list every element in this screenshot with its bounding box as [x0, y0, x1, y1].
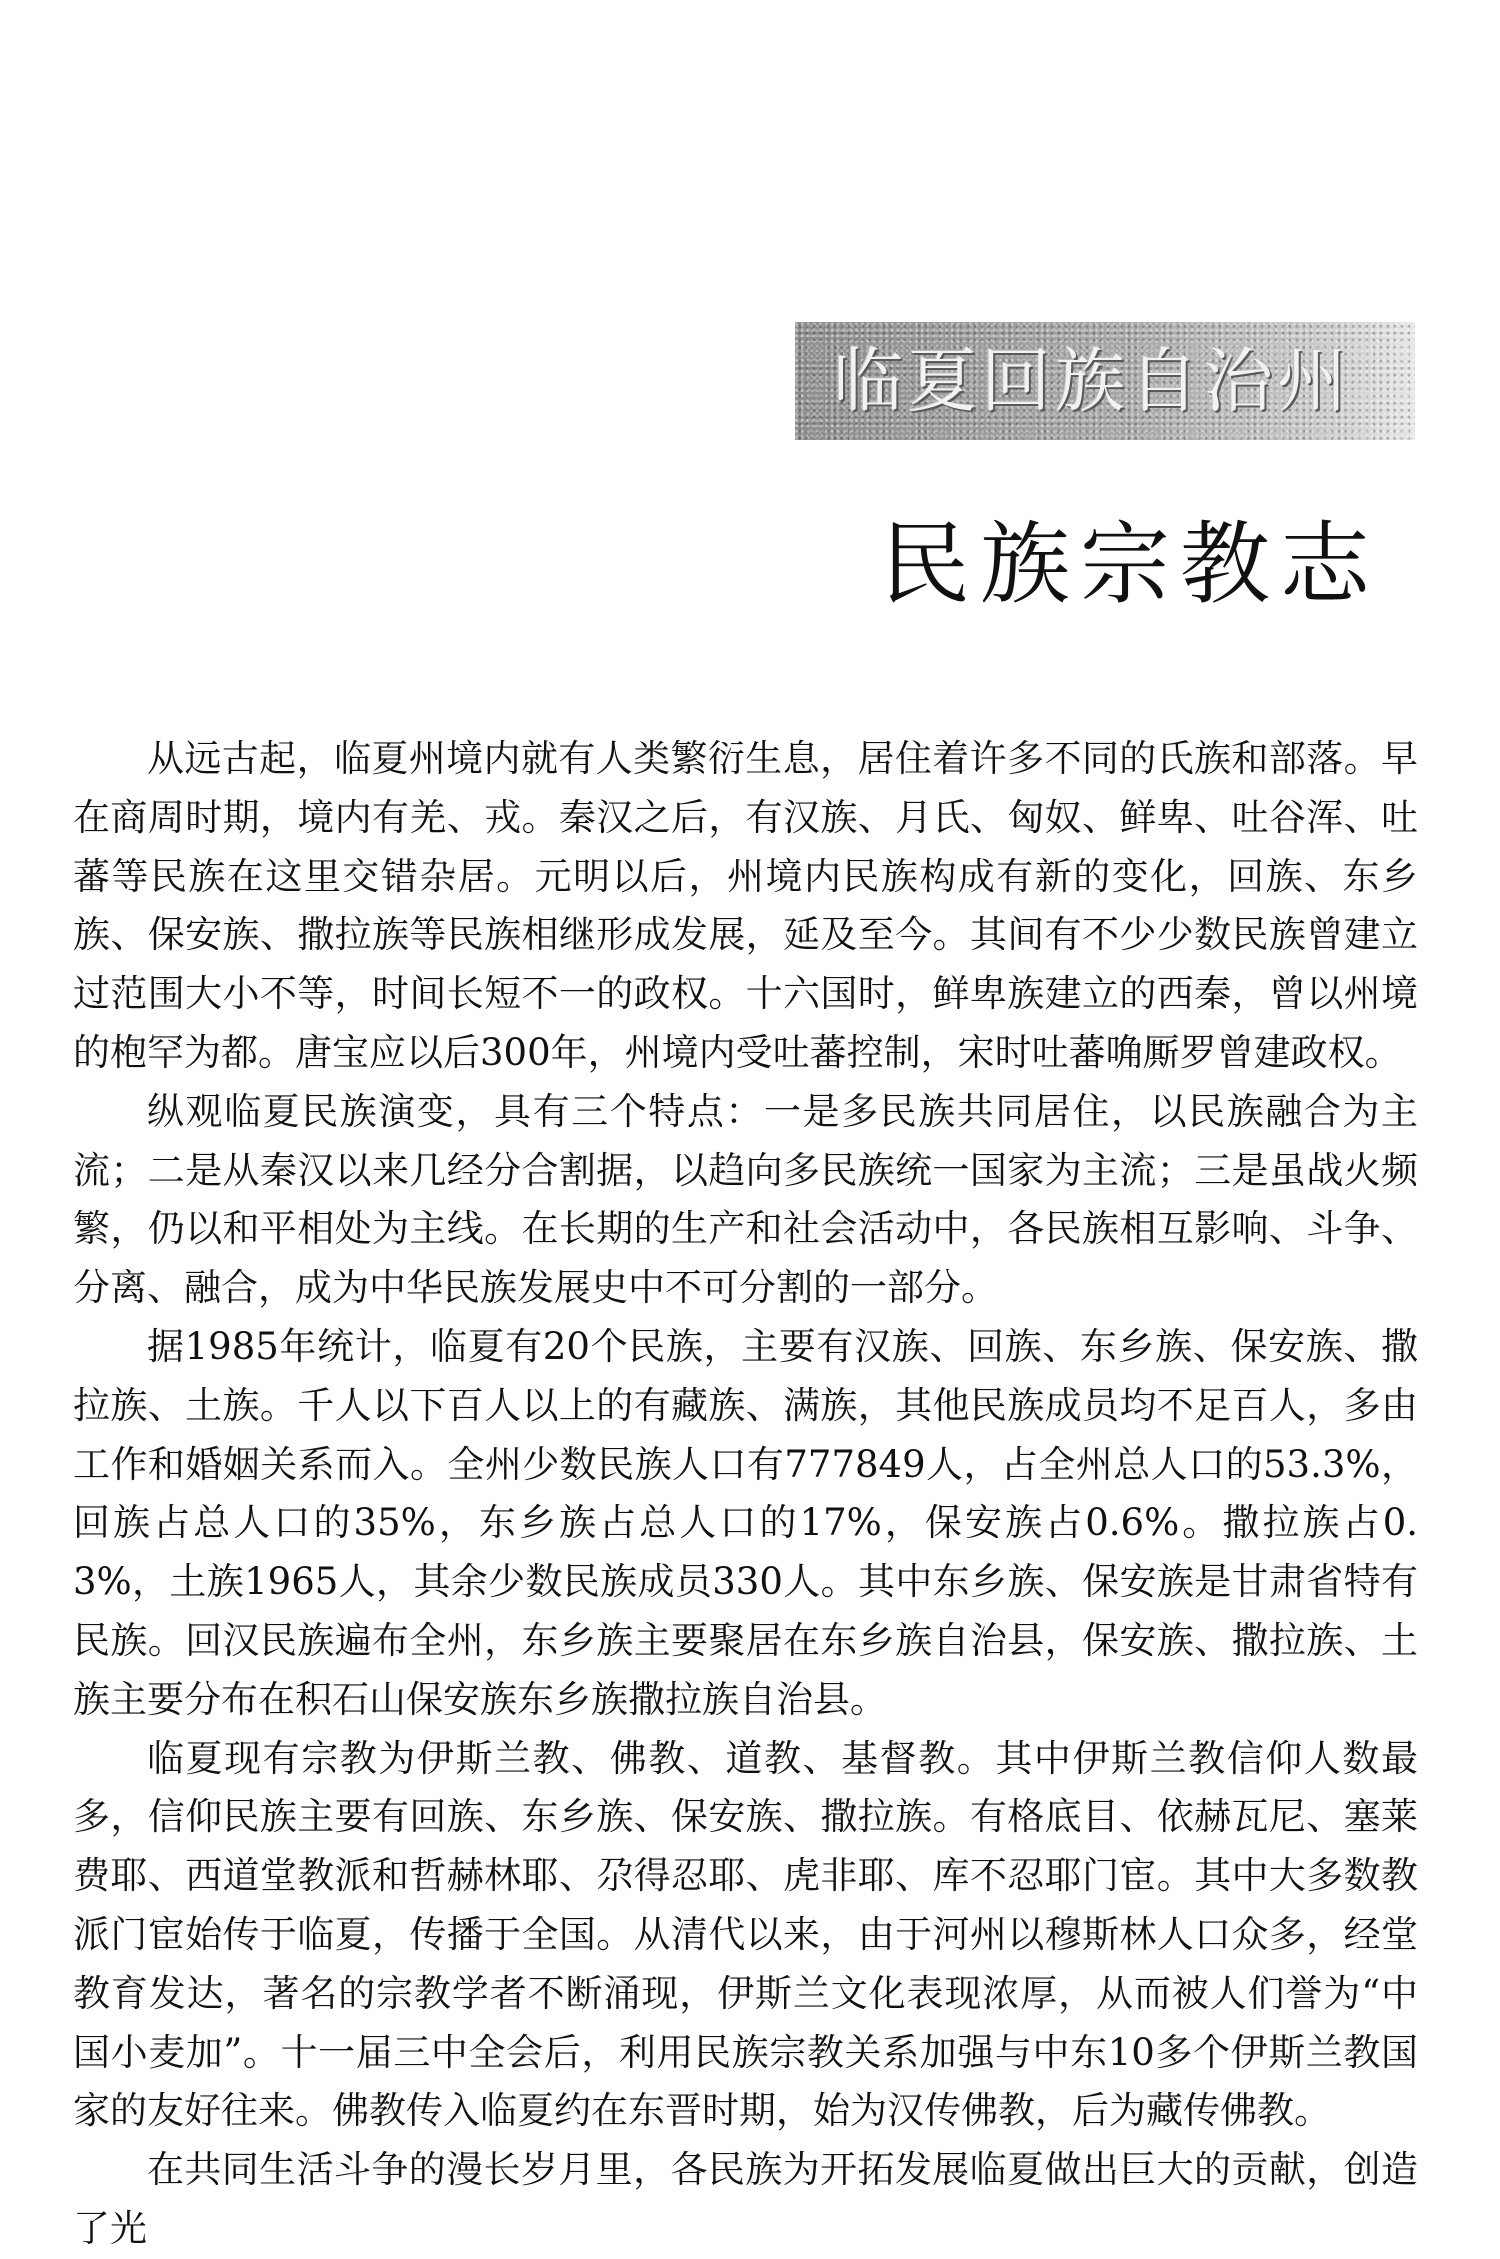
header-banner	[795, 322, 1415, 440]
banner-title: 临夏回族自治州	[833, 340, 1351, 422]
paragraph: 从远古起，临夏州境内就有人类繁衍生息，居住着许多不同的氏族和部落。早在商周时期，境内有羌、戎。秦汉之后，有汉族、月氏、匈奴、鲜卑、吐谷浑、吐蕃等民族在这里交错杂居。元明以后，州境内民族构成有新的变化，回族、东乡族、保安族、撒拉族等民族相继形成发展，延及至今。其间有不少少数民族曾建立过范围大小不等，时间长短不一的政权。十六国时，鲜卑族建立的西秦，曾以州境的枹罕为都。唐宝应以后300年，州境内受吐蕃控制，宋时吐蕃唃厮罗曾建政权。	[73, 737, 1418, 1074]
page-title: 民族宗教志	[880, 512, 1380, 617]
paragraph: 纵观临夏民族演变，具有三个特点：一是多民族共同居住，以民族融合为主流；二是从秦汉以来几经分合割据，以趋向多民族统一国家为主流；三是虽战火频繁，仍以和平相处为主线。在长期的生产和社会活动中，各民族相互影响、斗争、分离、融合，成为中华民族发展史中不可分割的一部分。	[73, 1089, 1418, 1310]
paragraph: 据1985年统计，临夏有20个民族，主要有汉族、回族、东乡族、保安族、撒拉族、土族。千人以下百人以上的有藏族、满族，其他民族成员均不足百人，多由工作和婚姻关系而入。全州少数民族人口有777849人，占全州总人口的53.3%，回族占总人口的35%，东乡族占总人口的17%，保安族占0.6%。撒拉族占0.3%，土族1965人，其余少数民族成员330人。其中东乡族、保安族是甘肃省特有民族。回汉民族遍布全州，东乡族主要聚居在东乡族自治县，保安族、撒拉族、土族主要分布在积石山保安族东乡族撒拉族自治县。	[73, 1324, 1418, 1721]
paragraph: 在共同生活斗争的漫长岁月里，各民族为开拓发展临夏做出巨大的贡献，创造了光	[73, 2148, 1418, 2250]
paragraph: 临夏现有宗教为伊斯兰教、佛教、道教、基督教。其中伊斯兰教信仰人数最多，信仰民族主要有回族、东乡族、保安族、撒拉族。有格底目、依赫瓦尼、塞莱费耶、西道堂教派和哲赫林耶、尕得忍耶、虎非耶、库不忍耶门宦。其中大多数教派门宦始传于临夏，传播于全国。从清代以来，由于河州以穆斯林人口众多，经堂教育发达，著名的宗教学者不断涌现，伊斯兰文化表现浓厚，从而被人们誉为“中国小麦加”。十一届三中全会后，利用民族宗教关系加强与中东10多个伊斯兰教国家的友好往来。佛教传入临夏约在东晋时期，始为汉传佛教，后为藏传佛教。	[73, 1736, 1418, 2133]
body-text	[73, 730, 1418, 2259]
